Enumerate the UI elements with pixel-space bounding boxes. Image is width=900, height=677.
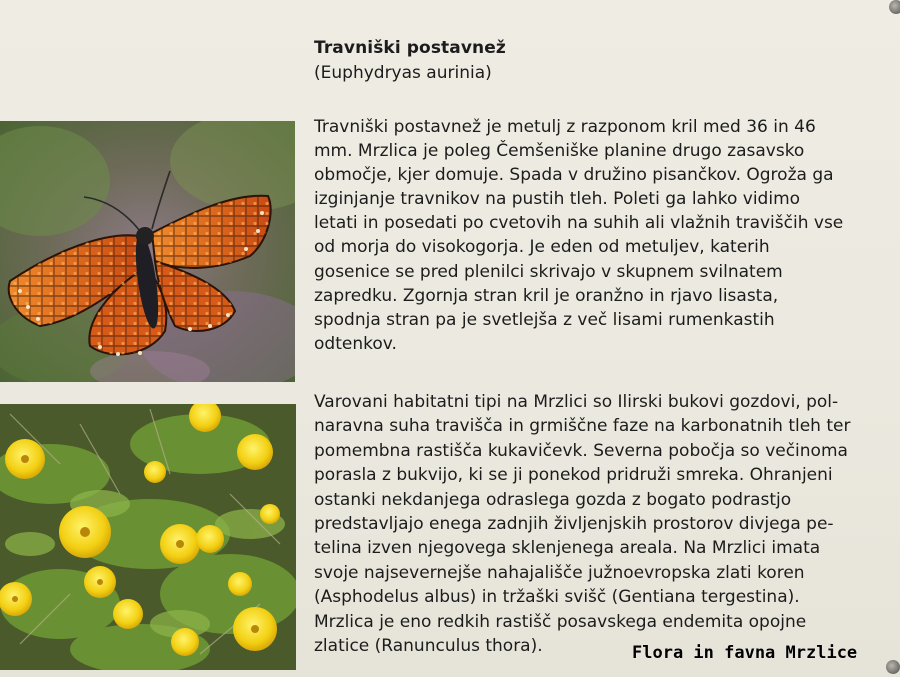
text-line: porasla z bukvijo, ki se ji ponekod pridruži smreka. Ohranjeni: [314, 465, 833, 486]
butterfly-photo: [0, 121, 295, 382]
text-line: Travniški postavnež je metulj z razponom kril med 36 in 46: [314, 117, 816, 137]
text-line: območje, kjer domuje. Spada v družino pisančkov. Ogroža ga: [314, 165, 834, 186]
text-line: od morja do visokogorja. Je eden od metuljev, katerih: [314, 237, 770, 258]
text-line: izginjanje travnikov na pustih tleh. Poleti ga lahko vidimo: [314, 189, 801, 210]
habitat-description: [314, 390, 850, 658]
text-line: gosenice se pred plenilci skrivajo v skupnem svilnatem: [314, 261, 783, 282]
text-line: mm. Mrzlica je poleg Čemšeniške planine drugo zasavsko: [314, 141, 805, 162]
text-line: letati in posedati po cvetovih na suhih ali vlažnih traviščih vse: [314, 213, 844, 234]
photo-caption: Flora in favna Mrzlice: [632, 643, 858, 663]
species-title: Travniški postavnež: [314, 38, 506, 58]
species-description: [314, 115, 843, 356]
flowers-photo: [0, 404, 296, 670]
text-line: predstavljajo enega zadnjih življenjskih prostorov divjega pe-: [314, 514, 834, 535]
text-line: pomembna rastišča kukavičevk. Severna pobočja so večinoma: [314, 440, 848, 461]
screw-icon: [889, 0, 900, 14]
text-line: Mrzlica je eno redkih rastišč posavskega endemita opojne: [314, 611, 807, 632]
screw-icon: [886, 660, 900, 674]
text-line: svoje najsevernejše nahajališče južnoevropska zlati koren: [314, 562, 805, 583]
text-line: ostanki nekdanjega odraslega gozda z bogato podrastjo: [314, 489, 792, 510]
text-line: naravna suha travišča in grmiščne faze na karbonatnih tleh ter: [314, 416, 851, 437]
text-line: telina izven njegovega sklenjenega areala. Na Mrzlici imata: [314, 538, 821, 559]
text-line: Varovani habitatni tipi na Mrzlici so Ilirski bukovi gozdovi, pol-: [314, 392, 839, 412]
text-line: odtenkov.: [314, 333, 397, 354]
text-line: spodnja stran pa je svetlejša z več lisami rumenkastih: [314, 309, 775, 330]
species-latin-name: (Euphydryas aurinia): [314, 63, 492, 83]
text-line: zapredku. Zgornja stran kril je oranžno in rjavo lisasta,: [314, 285, 779, 306]
text-line: (Asphodelus albus) in tržaški svišč (Gentiana tergestina).: [314, 587, 800, 608]
text-line: zlatice (Ranunculus thora).: [314, 636, 543, 657]
